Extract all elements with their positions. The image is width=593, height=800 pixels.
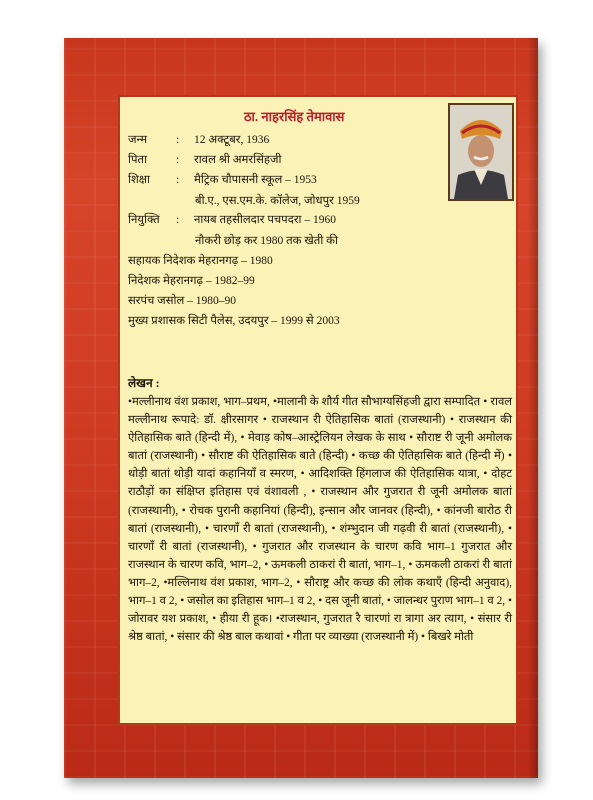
- detail-label: नियुक्ति: [128, 214, 160, 226]
- spine-shade: [528, 38, 538, 778]
- detail-value: रावल श्री अमरसिंहजी: [194, 154, 282, 166]
- author-bio-panel: [118, 95, 518, 725]
- post-line: सरपंच जसोल – 1980–90: [128, 295, 237, 307]
- birth-row: जन्म : 12 अक्टूबर, 1936: [128, 134, 270, 146]
- detail-label: शिक्षा: [128, 174, 151, 186]
- portrait-illustration: [450, 105, 512, 199]
- detail-value: नायब तहसीलदार पचपदरा – 1960: [194, 214, 337, 226]
- post-line: सहायक निदेशक मेहरानगढ़ – 1980: [128, 255, 273, 267]
- works-list: •मल्लीनाथ वंश प्रकाश, भाग–प्रथम, •मालानी के शौर्य गीत सौभाग्यसिंहजी द्वारा सम्पादित • रावल मल्लीनाथ रूपादे: डॉ. क्षीरसागर • राजस्थान री ऐतिहासिक बातां (राजस्थानी) • राजस्थान की ऐतिहासिक बाते (हिन्दी में), • मेवाड़ कोष–आस्ट्रेलियन लेखक के साथ • सौराष्ट री जूनी अमोलक बातां (राजस्थानी) • सौराष्ट की ऐतिहासिक बाते (हिन्दी) • कच्छ की ऐतिहासिक बाते (हिन्दी में) • थोड़ी बातां थोड़ी यादां कहानियाँ व स्मरण, • आदिशक्ति हिंगलाज की ऐतिहासिक यात्रा, • दोहट राठौड़ों का संक्षिप्त इतिहास एवं वंशावली , • राजस्थान और गुजरात री जूनी अमोलक बातां (राजस्थानी), • रोचक पुरानी कहानियां (हिन्दी), इन्सान और जानवर (हिन्दी), • कांनजी बारोठ री बातां (राजस्थानी), • चारणाँ री बातां (राजस्थानी), • शंम्भुदान जी गढ़वी री बातां (राजस्थानी), • चारणाँ री बातां (राजस्थानी), • गुजरात और राजस्थान के चारण कवि भाग–1 गुजरात और राजस्थान के चारण कवि, भाग–2, • ऊमकली ठाकरां री बातां, भाग–1, • ऊमकली ठाकरां री बातां भाग–2, •मल्लिनाथ वंश प्रकाश, भाग–2, • सौराष्ट्र और कच्छ की लोक कथाएँ (हिन्दी अनुवाद), भाग–1 व 2, • जसोल का इतिहास भाग–1 व 2, • दस जूनी बातां, • जालन्धर पुराण भाग–1 व 2, • जोरावर यश प्रकाश, • हीया री हूक। •राजस्थान, गुजरात रै चारणां रा त्रागा अर त्याग, • संसार री श्रेष्ठ बातां, • संसार की श्रेष्ठ बाल कथावां • गीता पर व्याख्या (राजस्थानी में) • बिखरे मोती: [128, 396, 512, 644]
- education-continued: बी.ए., एस.एम.के. कॉलेज, जोधपुर 1959: [195, 195, 360, 207]
- detail-value: 12 अक्टूबर, 1936: [194, 134, 270, 146]
- detail-label: जन्म: [128, 134, 148, 146]
- works-heading: लेखन :: [128, 376, 160, 390]
- book-back-cover: [64, 38, 538, 778]
- appointment-continued: नौकरी छोड़ कर 1980 तक खेती की: [195, 235, 338, 247]
- detail-label: पिता: [128, 154, 148, 166]
- detail-value: मैट्रिक चौपासनी स्कूल – 1953: [194, 174, 317, 186]
- education-row: शिक्षा : मैट्रिक चौपासनी स्कूल – 1953: [128, 174, 317, 186]
- appointment-row: नियुक्ति : नायब तहसीलदार पचपदरा – 1960: [128, 214, 337, 226]
- author-portrait: [448, 103, 514, 201]
- author-name: ठा. नाहरसिंह तेमावास: [244, 109, 345, 124]
- post-line: निदेशक मेहरानगढ़ – 1982–99: [128, 275, 255, 287]
- post-line: मुख्य प्रशासक सिटी पैलेस, उदयपुर – 1999 से 2003: [128, 315, 340, 327]
- father-row: पिता : रावल श्री अमरसिंहजी: [128, 154, 282, 166]
